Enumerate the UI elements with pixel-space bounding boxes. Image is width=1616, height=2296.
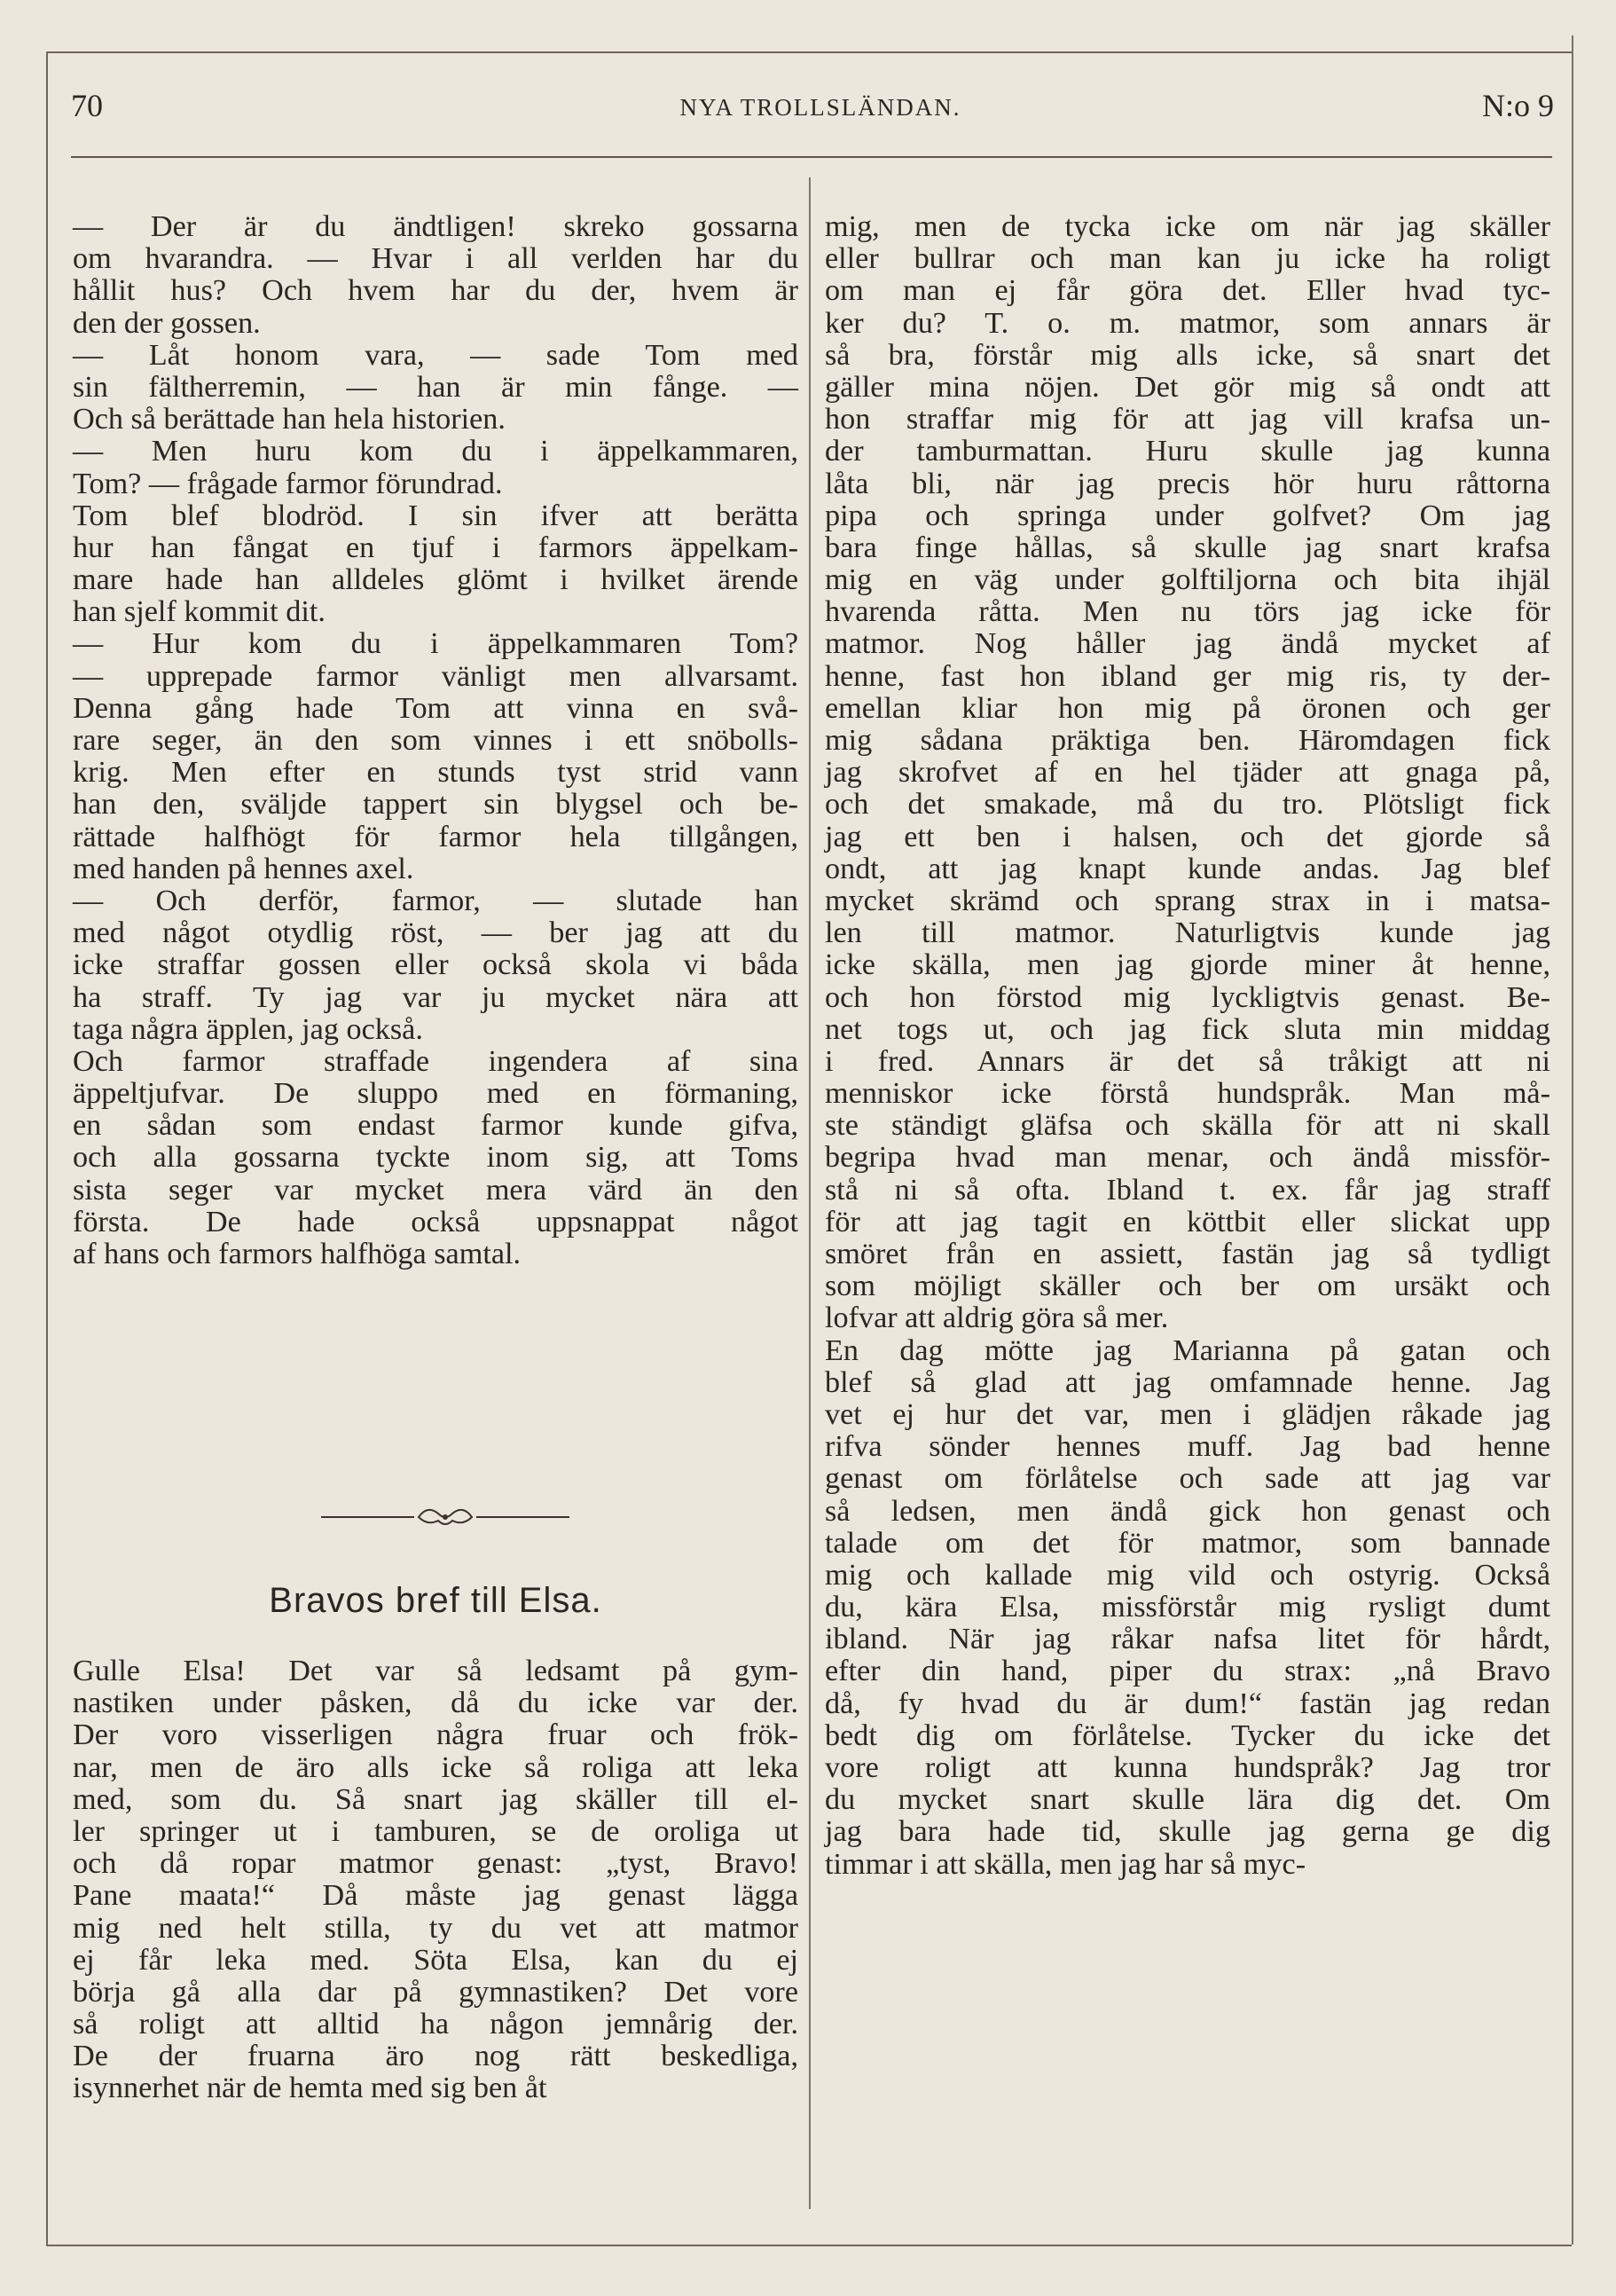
text-line: sin fältherremin, — han är min fånge. — xyxy=(73,370,798,404)
text-line: len till matmor. Naturligtvis kunde jag xyxy=(825,916,1550,950)
left-column-letter xyxy=(73,1655,798,2105)
page-number: 70 xyxy=(71,88,103,123)
text-line: bara finge hållas, så skulle jag snart krafsa xyxy=(825,531,1550,564)
text-line: Tom blef blodröd. I sin ifver att berätta xyxy=(73,499,798,532)
text-line: nar, men de äro alls icke så roliga att leka xyxy=(73,1750,798,1784)
text-line: menniskor icke förstå hundspråk. Man må- xyxy=(825,1077,1550,1111)
text-line: han sjelf kommit dit. xyxy=(73,595,326,629)
text-line: icke skälla, men jag gjorde miner åt henne, xyxy=(825,948,1550,982)
text-line: — upprepade farmor vänligt men allvarsamt. xyxy=(73,659,798,693)
text-line: rättade halfhögt för farmor hela tillgången, xyxy=(73,820,798,853)
text-line: mig, men de tycka icke om när jag skäller xyxy=(825,210,1550,243)
text-line: en sådan som endast farmor kunde gifva, xyxy=(73,1109,798,1143)
text-line: nastiken under påsken, då du icke var der. xyxy=(73,1687,798,1720)
text-line: hon straffar mig för att jag vill krafsa un- xyxy=(825,403,1550,436)
text-line: af hans och farmors halfhöga samtal. xyxy=(73,1238,522,1270)
text-line: eller bullrar och man kan ju icke ha roligt xyxy=(825,242,1550,276)
text-line: isynnerhet när de hemta med sig ben åt xyxy=(73,2072,547,2105)
text-line: hur han fångat en tjuf i farmors äppelkam- xyxy=(73,531,798,564)
text-line: så roligt att alltid ha någon jemnårig der. xyxy=(73,2008,798,2041)
text-line: som möjligt skäller och ber om ursäkt och xyxy=(825,1270,1550,1303)
text-line: då, fy hvad du är dum!“ fastän jag redan xyxy=(825,1687,1550,1720)
text-line: — Och derför, farmor, — slutade han xyxy=(73,884,798,917)
journal-title: NYA TROLLSLÄNDAN. xyxy=(679,94,961,121)
text-line: En dag mötte jag Marianna på gatan och xyxy=(825,1333,1550,1367)
text-line: Och så berättade han hela historien. xyxy=(73,403,506,436)
text-line: ste ständigt gläfsa och skälla för att ni skall xyxy=(825,1109,1550,1143)
text-line: Der voro visserligen några fruar och frök- xyxy=(73,1718,798,1752)
text-line: net togs ut, och jag fick sluta min middag xyxy=(825,1012,1550,1046)
right-column-letter xyxy=(825,211,1550,1881)
text-line: begripa hvad man menar, och ändå missför- xyxy=(825,1141,1550,1175)
text-line: ler springer ut i tamburen, se de oroliga ut xyxy=(73,1814,798,1848)
text-line: ha straff. Ty jag var ju mycket nära att xyxy=(73,980,798,1014)
text-line: om hvarandra. — Hvar i all verlden har du xyxy=(73,242,798,276)
text-line: rare seger, än den som vinnes i ett snöbolls- xyxy=(73,724,798,757)
text-line: der tamburmattan. Huru skulle jag kunna xyxy=(825,435,1550,468)
text-line: äppeltjufvar. De sluppo med en förmaning, xyxy=(73,1077,798,1111)
text-line: första. De hade också uppsnappat något xyxy=(73,1205,798,1238)
text-line: och då ropar matmor genast: „tyst, Bravo! xyxy=(73,1847,798,1881)
left-column-story xyxy=(73,211,798,1270)
section-title: Bravos bref till Elsa. xyxy=(269,1581,602,1620)
text-line: mig ned helt stilla, ty du vet att matmor xyxy=(73,1911,798,1945)
text-line: krig. Men efter en stunds tyst strid vann xyxy=(73,756,798,790)
text-line: han den, sväljde tappert sin blygsel och be- xyxy=(73,788,798,822)
text-line: mig och kallade mig vild och ostyrig. Också xyxy=(825,1558,1550,1592)
text-line: den der gossen. xyxy=(73,306,261,340)
text-line: — Låt honom vara, — sade Tom med xyxy=(73,338,798,372)
text-line: mig sådana präktiga ben. Häromdagen fick xyxy=(825,724,1550,757)
text-line: Pane maata!“ Då måste jag genast lägga xyxy=(73,1879,798,1913)
text-line: om man ej får göra det. Eller hvad tyc- xyxy=(825,274,1550,308)
text-line: med, som du. Så snart jag skäller till el- xyxy=(73,1782,798,1816)
text-line: Och farmor straffade ingendera af sina xyxy=(73,1044,798,1078)
ornament-divider xyxy=(321,1499,569,1535)
text-line: icke straffar gossen eller också skola vi båda xyxy=(73,948,798,982)
header-rule xyxy=(71,156,1552,158)
text-line: du mycket snart skulle lära dig det. Om xyxy=(825,1783,1550,1817)
text-line: blef så glad att jag omfamnade henne. Jag xyxy=(825,1365,1550,1399)
text-line: jag bara hade tid, skulle jag gerna ge dig xyxy=(825,1815,1550,1849)
text-line: emellan kliar hon mig på öronen och ger xyxy=(825,691,1550,725)
text-line: rifva sönder hennes muff. Jag bad henne xyxy=(825,1430,1550,1464)
running-head xyxy=(71,87,1570,131)
text-line: lofvar att aldrig göra så mer. xyxy=(825,1301,1169,1335)
text-line: De der fruarna äro nog rätt beskedliga, xyxy=(73,2040,798,2073)
text-line: stå ni så ofta. Ibland t. ex. får jag straff xyxy=(825,1173,1550,1207)
text-line: så ledsen, men ändå gick hon genast och xyxy=(825,1494,1550,1528)
text-line: taga några äpplen, jag också. xyxy=(73,1012,423,1046)
text-line: smöret från en assiett, fastän jag så tydligt xyxy=(825,1238,1550,1270)
text-line: — Der är du ändtligen! skreko gossarna xyxy=(73,210,798,243)
text-line: ej får leka med. Söta Elsa, kan du ej xyxy=(73,1943,798,1977)
text-line: Tom? — frågade farmor förundrad. xyxy=(73,467,503,500)
text-line: jag skrofvet af en hel tjäder att gnaga på, xyxy=(825,756,1550,790)
text-line: ibland. När jag råkar nafsa litet för hårdt, xyxy=(825,1623,1550,1656)
text-line: efter din hand, piper du strax: „nå Bravo xyxy=(825,1655,1550,1688)
text-line: ker du? T. o. m. matmor, som annars är xyxy=(825,306,1550,340)
text-line: du, kära Elsa, missförstår mig rysligt dumt xyxy=(825,1591,1550,1624)
text-line: och hon förstod mig lyckligtvis genast. Be- xyxy=(825,980,1550,1014)
text-line: med handen på hennes axel. xyxy=(73,852,414,885)
text-line: hållit hus? Och hvem har du der, hvem är xyxy=(73,274,798,308)
text-line: ondt, att jag knapt kunde andas. Jag blef xyxy=(825,852,1550,885)
text-line: låta bli, när jag precis hör huru råttorna xyxy=(825,467,1550,500)
text-line: mare hade han alldeles glömt i hvilket ärende xyxy=(73,563,798,597)
text-line: pipa och springa under golfvet? Om jag xyxy=(825,499,1550,532)
text-line: och det smakade, må du tro. Plötsligt fick xyxy=(825,788,1550,822)
text-line: Denna gång hade Tom att vinna en svå- xyxy=(73,691,798,725)
text-line: med något otydlig röst, — ber jag att du xyxy=(73,916,798,950)
text-line: bedt dig om förlåtelse. Tycker du icke det xyxy=(825,1718,1550,1752)
text-line: så bra, förstår mig alls icke, så snart det xyxy=(825,338,1550,372)
column-divider xyxy=(809,177,811,2209)
text-line: timmar i att skälla, men jag har så myc- xyxy=(825,1847,1306,1881)
text-line: gäller mina nöjen. Det gör mig så ondt att xyxy=(825,370,1550,404)
text-line: hvarenda råtta. Men nu törs jag icke för xyxy=(825,595,1550,629)
text-line: för att jag tagit en köttbit eller slickat upp xyxy=(825,1205,1550,1238)
text-line: mycket skrämd och sprang strax in i matsa- xyxy=(825,884,1550,917)
text-line: genast om förlåtelse och sade att jag var xyxy=(825,1462,1550,1496)
text-line: och alla gossarna tyckte inom sig, att Toms xyxy=(73,1141,798,1175)
text-line: mig en väg under golftiljorna och bita ihjäl xyxy=(825,563,1550,597)
text-line: vore roligt att kunna hundspråk? Jag tror xyxy=(825,1751,1550,1784)
text-line: sista seger var mycket mera värd än den xyxy=(73,1173,798,1207)
text-line: vet ej hur det var, men i glädjen råkade jag xyxy=(825,1397,1550,1431)
text-line: börja gå alla dar på gymnastiken? Det vore xyxy=(73,1975,798,2009)
text-line: — Hur kom du i äppelkammaren Tom? xyxy=(73,627,798,661)
text-line: — Men huru kom du i äppelkammaren, xyxy=(73,435,798,468)
text-line: jag ett ben i halsen, och det gjorde så xyxy=(825,820,1550,853)
text-line: i fred. Annars är det så tråkigt att ni xyxy=(825,1044,1550,1078)
text-line: matmor. Nog håller jag ändå mycket af xyxy=(825,627,1550,661)
margin-rule xyxy=(1572,35,1573,2245)
text-line: Gulle Elsa! Det var så ledsamt på gym- xyxy=(73,1655,798,1687)
text-line: henne, fast hon ibland ger mig ris, ty der- xyxy=(825,659,1550,693)
text-line: talade om det för matmor, som bannade xyxy=(825,1526,1550,1560)
issue-number: N:o 9 xyxy=(1482,88,1554,123)
